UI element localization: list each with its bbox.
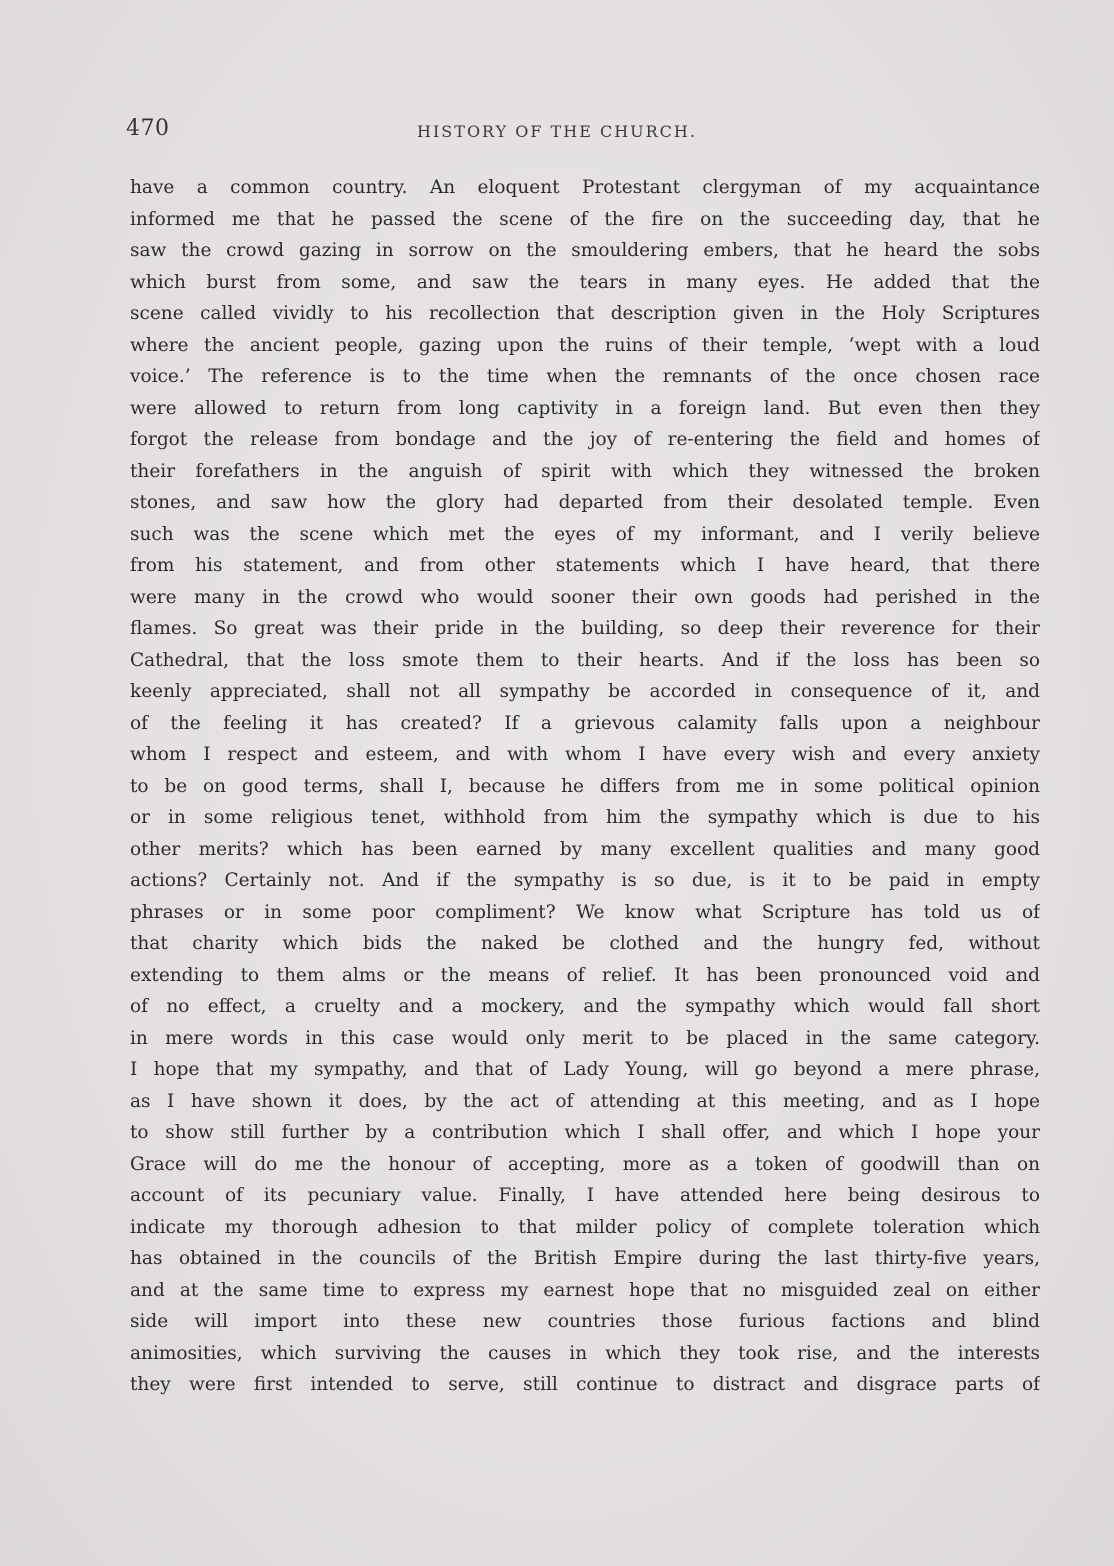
- text-line: were many in the crowd who would sooner their own goods had perished in the: [130, 586, 1040, 608]
- text-line: whom I respect and esteem, and with whom I have every wish and every anxiety: [130, 744, 1040, 765]
- text-line: has obtained in the councils of the British Empire during the last thirty-five years,: [130, 1248, 1040, 1269]
- text-line: animosities, which surviving the causes in which they took rise, and the interests: [130, 1342, 1040, 1364]
- text-line: I hope that my sympathy, and that of Lady Young, will go beyond a mere phrase,: [130, 1059, 1040, 1080]
- text-line: to be on good terms, shall I, because he differs from me in some political opinion: [130, 775, 1040, 797]
- text-line: they were first intended to serve, still continue to distract and disgrace parts of: [130, 1374, 1040, 1395]
- text-line: were allowed to return from long captivity in a foreign land. But even then they: [130, 397, 1040, 419]
- text-line: Grace will do me the honour of accepting, more as a token of goodwill than on: [130, 1153, 1040, 1175]
- text-line: stones, and saw how the glory had departed from their desolated temple. Even: [130, 492, 1040, 513]
- text-line: account of its pecuniary value. Finally, I have attended here being desirous to: [130, 1185, 1040, 1206]
- text-line: where the ancient people, gazing upon the ruins of their temple, ‘wept with a loud: [130, 334, 1040, 356]
- text-line: of no effect, a cruelty and a mockery, and the sympathy which would fall short: [130, 996, 1040, 1017]
- text-line: saw the crowd gazing in sorrow on the smouldering embers, that he heard the sobs: [130, 240, 1040, 261]
- page-number: 470: [126, 116, 170, 141]
- text-line: phrases or in some poor compliment? We know what Scripture has told us of: [130, 901, 1040, 923]
- text-line: indicate my thorough adhesion to that milder policy of complete toleration which: [130, 1216, 1040, 1238]
- text-line: forgot the release from bondage and the joy of re-entering the field and homes of: [130, 429, 1040, 450]
- text-line: as I have shown it does, by the act of attending at this meeting, and as I hope: [130, 1090, 1040, 1112]
- text-line: side will import into these new countries those furious factions and blind: [130, 1311, 1040, 1332]
- text-line: have a common country. An eloquent Protestant clergyman of my acquaintance: [130, 177, 1040, 198]
- text-line: and at the same time to express my earnest hope that no misguided zeal on either: [130, 1279, 1040, 1301]
- text-line: their forefathers in the anguish of spirit with which they witnessed the broken: [130, 460, 1040, 482]
- text-line: actions? Certainly not. And if the sympathy is so due, is it to be paid in empty: [130, 870, 1040, 891]
- text-line: from his statement, and from other statements which I have heard, that there: [130, 555, 1040, 576]
- text-line: scene called vividly to his recollection that description given in the Holy Scriptures: [130, 303, 1040, 324]
- text-line: of the feeling it has created? If a grievous calamity falls upon a neighbour: [130, 712, 1040, 734]
- text-line: or in some religious tenet, withhold from him the sympathy which is due to his: [130, 807, 1040, 828]
- text-line: such was the scene which met the eyes of my informant, and I verily believe: [130, 523, 1040, 545]
- body-text: [130, 172, 1040, 1401]
- text-line: other merits? which has been earned by many excellent qualities and many good: [130, 838, 1040, 860]
- text-line: in mere words in this case would only merit to be placed in the same category.: [130, 1027, 1040, 1049]
- text-line: which burst from some, and saw the tears in many eyes. He added that the: [130, 271, 1040, 293]
- text-line: that charity which bids the naked be clothed and the hungry fed, without: [130, 933, 1040, 954]
- text-line: informed me that he passed the scene of the fire on the succeeding day, that he: [130, 208, 1040, 230]
- text-line: to show still further by a contribution which I shall offer, and which I hope your: [130, 1122, 1040, 1143]
- text-line: flames. So great was their pride in the building, so deep their reverence for their: [130, 618, 1040, 639]
- text-line: keenly appreciated, shall not all sympathy be accorded in consequence of it, and: [130, 681, 1040, 702]
- text-line: voice.’ The reference is to the time when the remnants of the once chosen race: [130, 366, 1040, 387]
- text-line: extending to them alms or the means of relief. It has been pronounced void and: [130, 964, 1040, 986]
- running-title: HISTORY OF THE CHURCH.: [417, 122, 697, 141]
- text-line: Cathedral, that the loss smote them to their hearts. And if the loss has been so: [130, 649, 1040, 671]
